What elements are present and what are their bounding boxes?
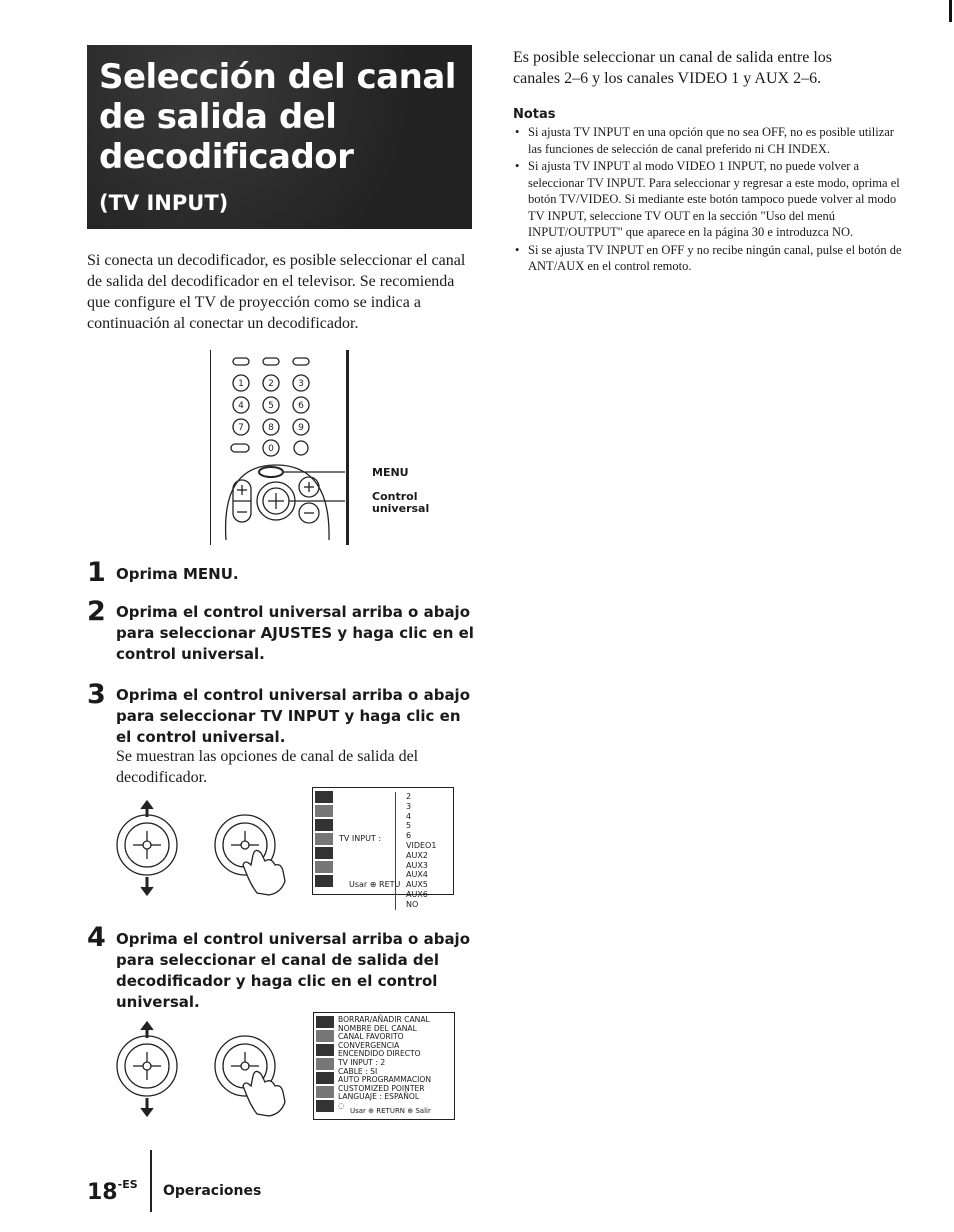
enter-button xyxy=(231,444,249,452)
menu-button xyxy=(259,467,283,477)
remote-drawing xyxy=(211,350,346,545)
menu-icon-column xyxy=(315,791,333,889)
option-list xyxy=(395,792,436,910)
top-button xyxy=(293,358,309,365)
top-button xyxy=(263,358,279,365)
menu-item: LANGUAJE : ESPAÑOL xyxy=(338,1092,420,1102)
menu-item: AUTO PROGRAMMACION xyxy=(338,1075,432,1085)
menu-icon xyxy=(316,1100,334,1112)
option-item: 6 xyxy=(406,831,412,841)
menu-item-list xyxy=(338,1016,431,1111)
control-outer-ring xyxy=(117,815,177,875)
digit-label: 5 xyxy=(268,401,274,411)
menu-item: CUSTOMIZED POINTER xyxy=(338,1083,425,1093)
menu-icon xyxy=(316,1016,334,1028)
digit-label: 0 xyxy=(268,444,274,454)
step-text: Oprima MENU. xyxy=(116,565,239,583)
menu-icon xyxy=(315,833,333,845)
menu-icon xyxy=(316,1044,334,1056)
menu-item: CABLE : SI xyxy=(338,1066,378,1076)
menu-item: NOMBRE DEL CANAL xyxy=(338,1023,417,1033)
note-item: • Si ajusta TV INPUT al modo VIDEO 1 INPUT, no puede volver a seleccionar TV INPUT. Para seleccionar y regresar a este modo, oprima el botón TV/VIDEO. Si mediante este botón tampoco puede volver al modo TV INPUT, seleccione TV OUT en la sección "Uso del menú INPUT/OUTPUT" que aparece en la página 30 e introduzca NO. xyxy=(513,158,903,241)
step-number: 1 xyxy=(87,557,106,588)
menu-icon xyxy=(316,1030,334,1042)
digit-label: 6 xyxy=(298,401,304,411)
top-button xyxy=(233,358,249,365)
option-item: 5 xyxy=(406,821,412,831)
option-item: 3 xyxy=(406,801,412,811)
option-item: AUX6 xyxy=(406,889,428,899)
footer-divider xyxy=(150,1150,152,1212)
digit-label: 3 xyxy=(298,379,304,389)
step-text: Oprima el control universal arriba o abajo para seleccionar AJUSTES y haga clic en el control universal. xyxy=(116,603,474,663)
menu-icon xyxy=(315,791,333,803)
option-item: VIDEO1 xyxy=(406,840,437,850)
menu-item: CONVERGENCIA xyxy=(338,1040,400,1050)
option-item: AUX2 xyxy=(406,850,428,860)
menu-icon xyxy=(316,1058,334,1070)
step-text: Oprima el control universal arriba o abajo para seleccionar el canal de salida del decodificador y haga clic en el control universal. xyxy=(116,930,471,1011)
menu-item: ENCENDIDO DIRECTO xyxy=(338,1049,421,1059)
option-item: AUX4 xyxy=(406,870,428,880)
notes-title: Notas xyxy=(513,107,556,122)
digit-label: 8 xyxy=(268,423,274,433)
control-illustration xyxy=(105,795,305,905)
tv-input-menu xyxy=(312,787,454,909)
menu-footer: Usar ⊕ RETURN ⊕ Salir xyxy=(350,1107,431,1115)
right-intro-paragraph: Es posible seleccionar un canal de salida entre los canales 2–6 y los canales VIDEO 1 y AUX 2–6. xyxy=(513,49,832,87)
menu-icon xyxy=(316,1086,334,1098)
title-block xyxy=(87,45,472,229)
control-illustration xyxy=(105,1018,305,1128)
notes-list xyxy=(513,124,903,276)
control-outer-ring xyxy=(117,1036,177,1096)
digit-label: 1 xyxy=(238,379,244,389)
intro-paragraph: Si conecta un decodificador, es posible seleccionar el canal de salida del decodificador en el televisor. Se recomienda que configure el TV de proyección como se indica a continuación al conectar un decodificador. xyxy=(87,252,466,332)
page-title: Selección del canal de salida del decodificador xyxy=(99,57,456,177)
menu-icon xyxy=(315,805,333,817)
remote-illustration xyxy=(210,350,349,545)
digit-label: 9 xyxy=(298,423,304,433)
menu-icon xyxy=(315,847,333,859)
menu-icon xyxy=(316,1072,334,1084)
page-number: $18^{-ES}$ xyxy=(87,1178,138,1205)
tv-input-label: TV INPUT : xyxy=(339,834,382,843)
step-description: Se muestran las opciones de canal de salida del decodificador. xyxy=(116,748,419,786)
option-item: NO xyxy=(406,899,419,909)
option-item: 4 xyxy=(406,811,412,821)
option-item: AUX3 xyxy=(406,860,428,870)
menu-item: BORRAR/AÑADIR CANAL xyxy=(338,1015,430,1024)
note-item: • Si se ajusta TV INPUT en OFF y no recibe ningún canal, pulse el botón de ANT/AUX en el control remoto. xyxy=(513,242,903,275)
page-subtitle: (TV INPUT) xyxy=(99,191,229,215)
menu-item: ◌ xyxy=(338,1100,345,1110)
step-number: 2 xyxy=(87,596,106,627)
edge-mark xyxy=(949,0,952,22)
menu-icon-column xyxy=(316,1016,334,1114)
step-number: 4 xyxy=(87,922,106,953)
digit-label: 7 xyxy=(238,423,244,433)
option-item: 2 xyxy=(406,792,412,801)
page-suffix: -ES xyxy=(117,1178,138,1191)
digit-label: 4 xyxy=(238,401,244,411)
menu-item: TV INPUT : 2 xyxy=(338,1057,386,1067)
step-text: Oprima el control universal arriba o abajo para seleccionar TV INPUT y haga clic en el control universal. xyxy=(116,686,471,746)
control-universal-label: Control universal xyxy=(372,490,430,515)
ajustes-menu xyxy=(313,1012,455,1120)
menu-item: CANAL FAVORITO xyxy=(338,1032,404,1042)
menu-footer: Usar ⊕ RETU xyxy=(349,880,401,889)
option-item: AUX5 xyxy=(406,880,428,890)
note-item: • Si ajusta TV INPUT en una opción que no sea OFF, no es posible utilizar las funciones de selección de canal preferido ni CH INDEX. xyxy=(513,124,903,157)
section-name: Operaciones xyxy=(163,1183,262,1199)
menu-icon xyxy=(315,875,333,887)
digit-label: 2 xyxy=(268,379,274,389)
menu-icon xyxy=(315,819,333,831)
menu-icon xyxy=(315,861,333,873)
menu-label: MENU xyxy=(372,466,409,479)
step-number: 3 xyxy=(87,679,106,710)
jump-button xyxy=(294,441,308,455)
